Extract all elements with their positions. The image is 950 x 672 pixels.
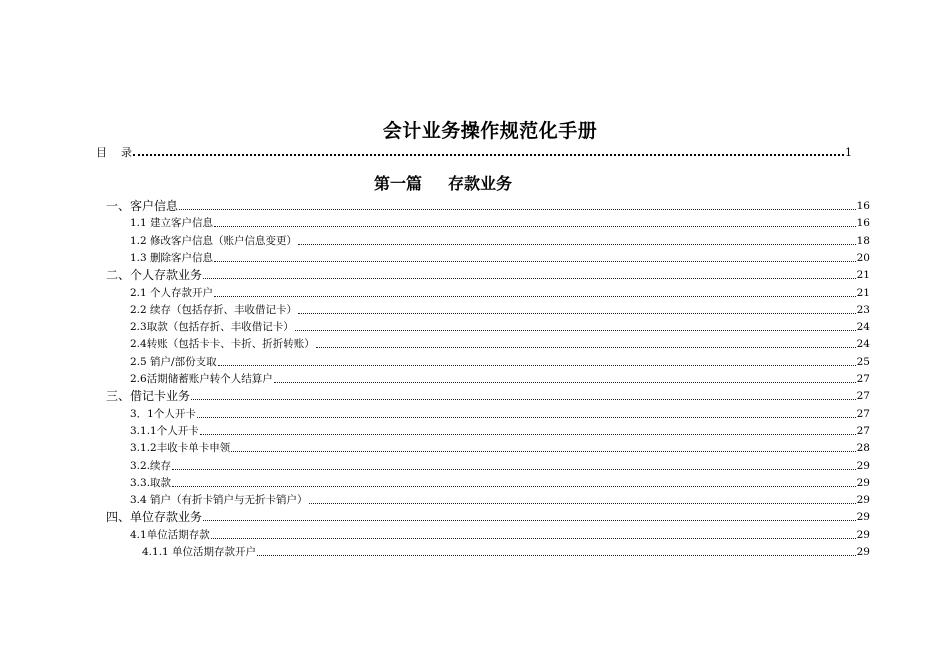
toc-entry-page: 27 — [856, 424, 870, 437]
toc-entry-page: 23 — [856, 303, 870, 316]
dot-leader — [231, 451, 855, 452]
dot-leader — [211, 538, 856, 539]
toc-entry[interactable] — [130, 456, 870, 473]
toc-entry-page: 29 — [856, 528, 870, 541]
toc-entry-label: 2.1 个人存款开户 — [130, 286, 214, 299]
toc-entry[interactable] — [130, 283, 870, 300]
toc-entry-label: 3.3.取款 — [130, 476, 172, 489]
toc-entry-page: 18 — [856, 234, 870, 247]
toc-entry-label: 四、单位存款业务 — [106, 510, 203, 525]
toc-entry[interactable] — [106, 507, 870, 524]
dot-leader — [203, 278, 856, 279]
toc-entry-page: 21 — [856, 269, 870, 282]
part-title — [374, 171, 512, 194]
toc-entry[interactable] — [106, 386, 870, 403]
toc-entry[interactable] — [130, 438, 870, 455]
toc-entry-label: 3.1.1个人开卡 — [130, 424, 199, 437]
dot-leader — [298, 313, 856, 314]
dot-leader — [179, 209, 856, 210]
toc-entry-label: 2.6活期储蓄账户转个人结算户 — [130, 373, 273, 385]
dot-leader — [295, 330, 856, 331]
dot-leader — [214, 296, 856, 297]
toc-entry-label: 4.1.1 单位活期存款开户 — [142, 546, 257, 558]
dot-leader — [274, 382, 856, 383]
toc-header[interactable] — [96, 145, 852, 159]
toc-entry[interactable] — [130, 421, 870, 438]
toc-entry[interactable] — [130, 404, 870, 421]
toc-entry-page: 28 — [856, 442, 870, 455]
toc-entry[interactable] — [130, 248, 870, 265]
toc-entry-page: 29 — [856, 476, 870, 489]
toc-entry-page: 29 — [856, 511, 870, 524]
dot-leader — [197, 417, 856, 418]
toc-entry-page: 16 — [856, 200, 870, 212]
toc-entry-page: 24 — [856, 321, 870, 334]
toc-entry-label: 一、客户信息 — [106, 199, 179, 213]
toc-entry-page: 24 — [856, 338, 870, 351]
document-title: 会计业务操作规范化手册 — [382, 120, 598, 142]
dot-leader — [200, 434, 856, 435]
dot-leader — [133, 154, 844, 156]
toc-entry-label: 3．1个人开卡 — [130, 407, 196, 420]
toc-entry-label: 1.1 建立客户信息 — [130, 217, 214, 230]
dot-leader — [214, 226, 856, 227]
toc-entry[interactable] — [130, 369, 870, 386]
dot-leader — [298, 244, 856, 245]
dot-leader — [316, 347, 856, 348]
toc-entry-page: 29 — [856, 494, 870, 507]
dot-leader — [309, 503, 856, 504]
toc-entry[interactable] — [106, 196, 870, 213]
toc-entry[interactable] — [130, 473, 870, 490]
toc-entry[interactable] — [130, 334, 870, 351]
toc-entry[interactable] — [130, 300, 870, 317]
toc-entry-label: 二、个人存款业务 — [106, 268, 203, 283]
dot-leader — [172, 469, 856, 470]
toc-entry-label: 三、借记卡业务 — [106, 389, 191, 404]
toc-entry-page: 25 — [856, 355, 870, 368]
toc-header-page: 1 — [845, 146, 852, 159]
toc-entry-page: 29 — [856, 459, 870, 472]
dot-leader — [191, 399, 856, 400]
part-number: 第一篇 — [374, 174, 423, 193]
toc-entry-label: 2.4转账（包括卡卡、卡折、折折转账） — [130, 338, 315, 351]
dot-leader — [203, 520, 856, 521]
toc-entry-page: 20 — [856, 251, 870, 264]
dot-leader — [214, 261, 856, 262]
toc-entry-label: 2.3取款（包括存折、丰收借记卡） — [130, 321, 294, 334]
toc-entry-page: 27 — [856, 407, 870, 420]
toc-header-label: 目 录 — [96, 146, 132, 159]
dot-leader — [257, 555, 856, 556]
toc-entry-label: 1.3 删除客户信息 — [130, 251, 214, 264]
toc-entry-page: 21 — [856, 286, 870, 299]
toc-entry-label: 3.1.2丰收卡单卡申领 — [130, 442, 231, 455]
toc-entry-label: 2.5 销户/部份支取 — [130, 355, 217, 368]
toc-entry-page: 29 — [856, 546, 870, 558]
toc-entry-page: 27 — [856, 390, 870, 403]
toc-entry-label: 4.1单位活期存款 — [130, 528, 210, 541]
toc-entry-label: 3.2.续存 — [130, 459, 172, 472]
toc-entry-page: 16 — [856, 217, 870, 230]
toc-entry[interactable] — [130, 490, 870, 507]
toc-entry-label: 1.2 修改客户信息（账户信息变更） — [130, 234, 298, 247]
toc-entry-page: 27 — [856, 373, 870, 385]
toc-entry[interactable] — [130, 317, 870, 334]
dot-leader — [172, 486, 856, 487]
dot-leader — [218, 365, 856, 366]
toc-entry[interactable] — [106, 265, 870, 282]
part-name: 存款业务 — [448, 174, 513, 193]
toc-entry[interactable] — [142, 542, 870, 559]
toc-entry-label: 2.2 续存（包括存折、丰收借记卡） — [130, 303, 298, 316]
toc-entry-label: 3.4 销户（有折卡销户与无折卡销户） — [130, 494, 308, 507]
toc-entry[interactable] — [130, 352, 870, 369]
toc-entry[interactable] — [130, 231, 870, 248]
toc-entry[interactable] — [130, 525, 870, 542]
toc-entry[interactable] — [130, 213, 870, 230]
